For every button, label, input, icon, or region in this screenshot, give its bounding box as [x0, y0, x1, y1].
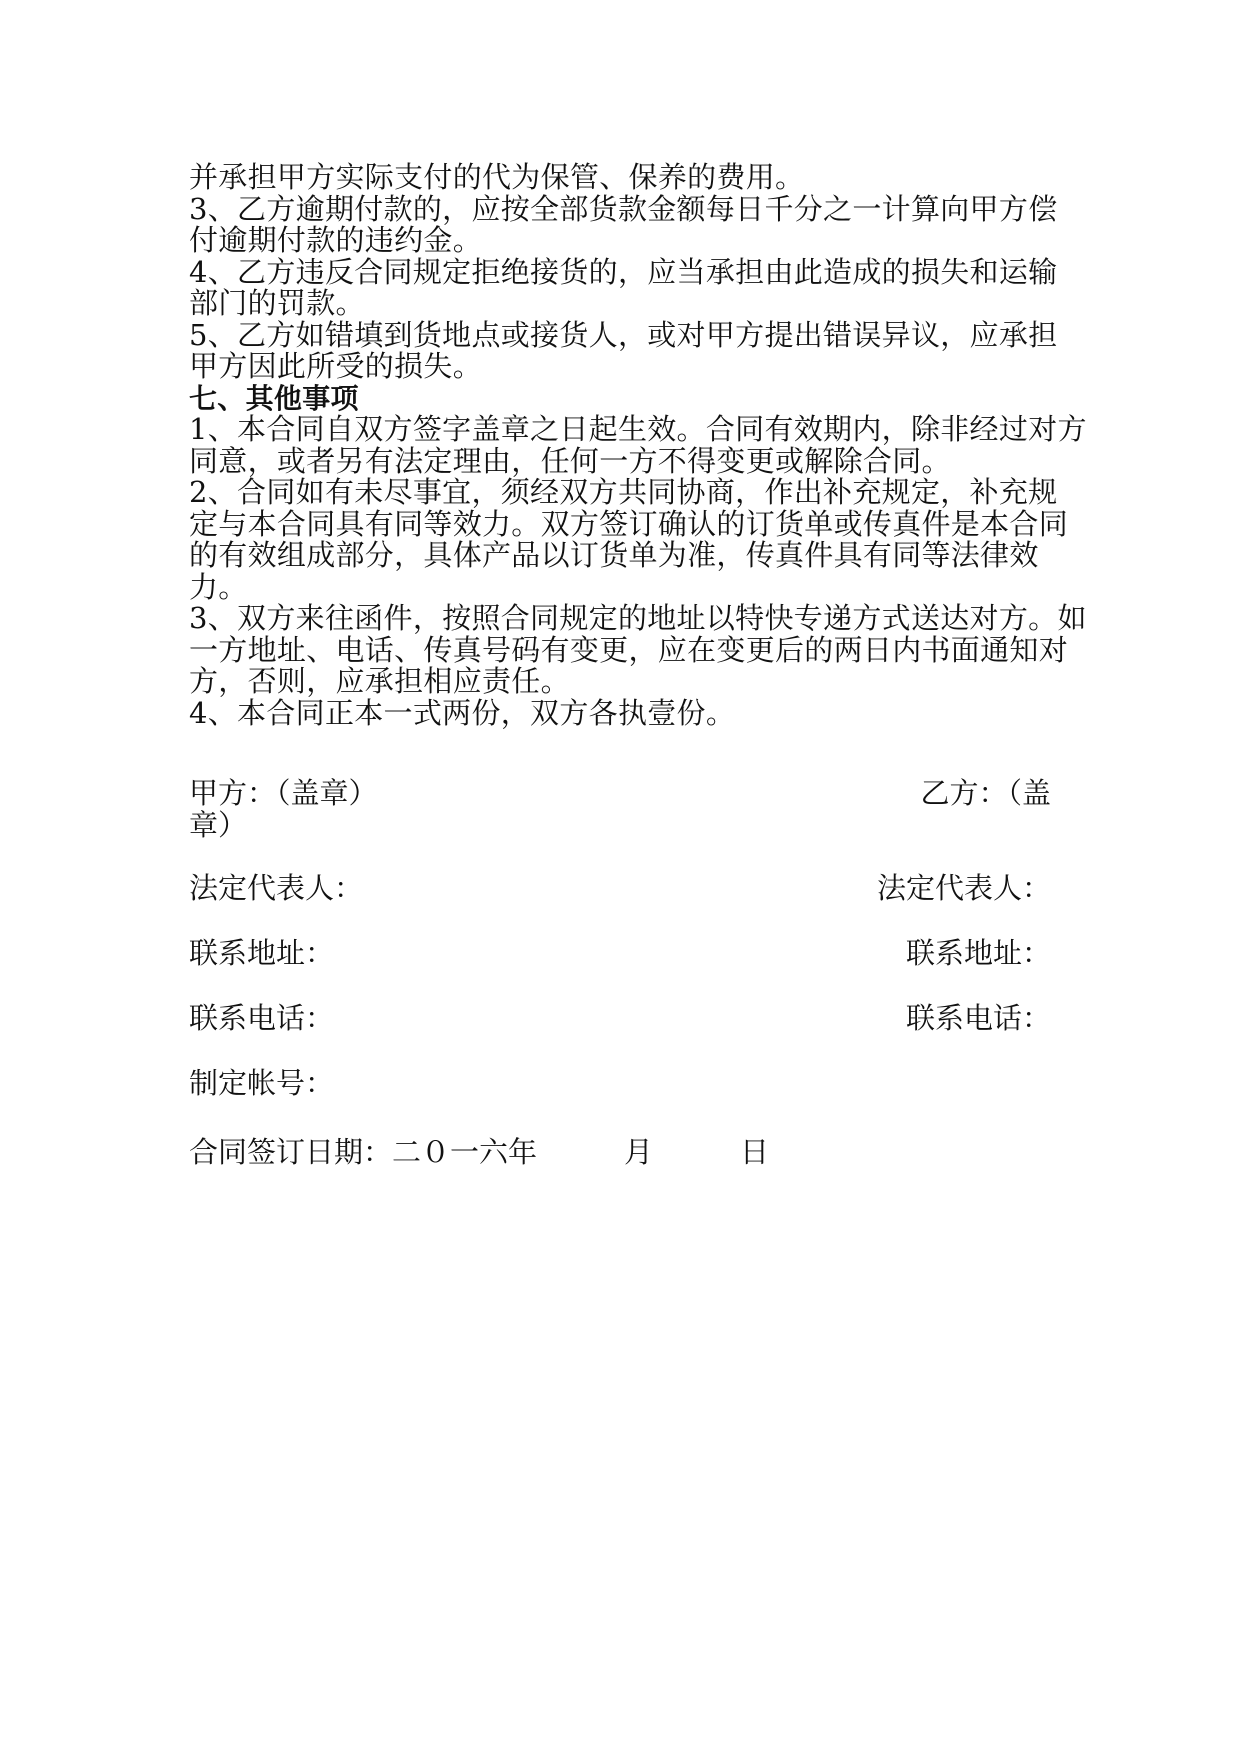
party-a-seal: 甲方：（盖章）	[189, 776, 378, 810]
contract-body	[189, 160, 1087, 730]
party-a-phone: 联系电话：	[189, 1001, 335, 1035]
text-line: 一方地址、电话、传真号码有变更，应在变更后的两日内书面通知对	[189, 632, 1069, 667]
text-line: 5、乙方如错填到货地点或接货人，或对甲方提出错误异议，应承担	[189, 317, 1058, 352]
text-line: 3、乙方逾期付款的，应按全部货款金额每日千分之一计算向甲方偿	[189, 191, 1058, 226]
signing-date: 合同签订日期：二０一六年 月 日	[189, 1135, 770, 1169]
text-line: 甲方因此所受的损失。	[189, 349, 483, 383]
text-line: 方，否则，应承担相应责任。	[189, 664, 570, 698]
signature-block	[189, 778, 1051, 1133]
account-number: 制定帐号：	[189, 1066, 335, 1100]
text-line: 定与本合同具有同等效力。双方签订确认的订货单或传真件是本合同	[189, 506, 1069, 541]
party-b-seal-wrap: 章）	[189, 807, 248, 842]
text-line: 2、合同如有未尽事宜，须经双方共同协商，作出补充规定，补充规	[189, 475, 1058, 509]
party-a-address: 联系地址：	[189, 936, 335, 970]
party-a-representative: 法定代表人：	[189, 871, 364, 905]
phone-row	[189, 1003, 1051, 1068]
party-b-seal: 乙方：（盖	[920, 776, 1051, 810]
text-line: 1、本合同自双方签字盖章之日起生效。合同有效期内，除非经过对方	[189, 412, 1087, 446]
text-line: 4、本合同正本一式两份，双方各执壹份。	[189, 695, 736, 730]
account-row	[189, 1068, 1051, 1133]
text-line: 力。	[189, 569, 248, 604]
text-line: 3、双方来往函件，按照合同规定的地址以特快专递方式送达对方。如	[189, 601, 1087, 635]
text-line: 4、乙方违反合同规定拒绝接货的，应当承担由此造成的损失和运输	[189, 254, 1058, 289]
text-line: 并承担甲方实际支付的代为保管、保养的费用。	[189, 160, 805, 194]
text-line: 的有效组成部分，具体产品以订货单为准，传真件具有同等法律效	[189, 538, 1039, 572]
party-b-representative: 法定代表人：	[876, 871, 1051, 905]
text-line: 付逾期付款的违约金。	[189, 223, 483, 257]
party-b-phone: 联系电话：	[905, 1001, 1051, 1035]
representative-row	[189, 873, 1051, 938]
text-line: 部门的罚款。	[189, 286, 365, 320]
party-row	[189, 778, 1051, 873]
address-row	[189, 938, 1051, 1003]
party-b-address: 联系地址：	[905, 936, 1051, 970]
text-line: 同意，或者另有法定理由，任何一方不得变更或解除合同。	[189, 443, 951, 478]
section-heading: 七、其他事项	[189, 381, 359, 415]
